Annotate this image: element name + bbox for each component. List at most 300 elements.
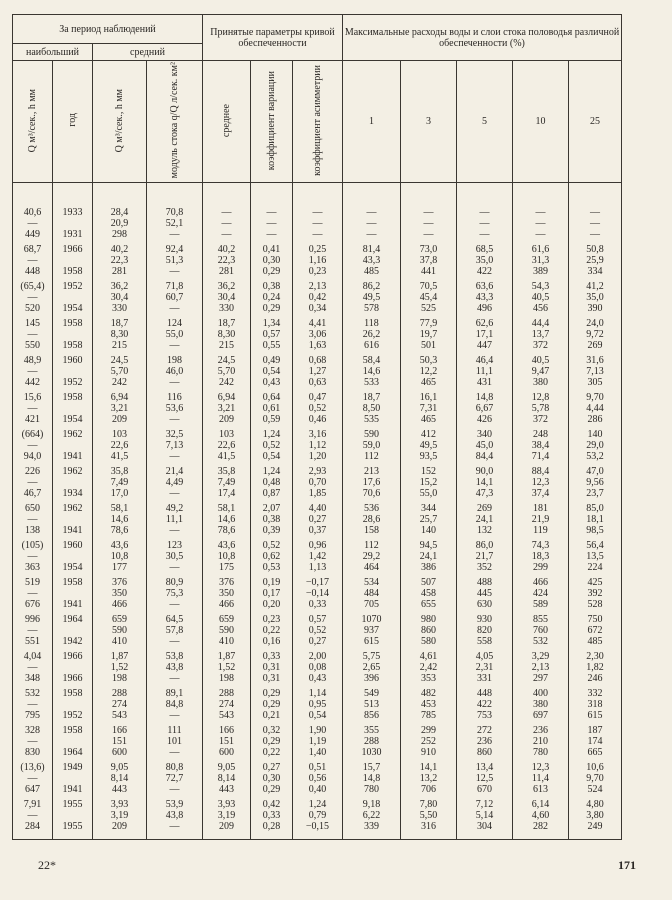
header-q-h-max: Q м³/сек., h мм <box>13 61 53 183</box>
table-cell-p1 <box>343 392 401 429</box>
cell-value: 445 <box>477 588 492 600</box>
table-cell-mod <box>147 688 203 725</box>
table-cell-mod <box>147 762 203 799</box>
header-average: среднее <box>203 61 251 183</box>
header-p3: 3 <box>401 61 457 183</box>
table-cell-year <box>53 392 93 429</box>
cell-value: 50,3 <box>419 355 438 367</box>
table-cell-p5 <box>457 725 513 762</box>
cell-value: 124 <box>167 318 182 330</box>
cell-value: 330 <box>112 303 127 315</box>
table-cell-p5 <box>457 466 513 503</box>
cell-value: 760 <box>533 625 548 637</box>
cell-value: 73,0 <box>419 244 438 256</box>
cell-value: 119 <box>533 525 548 537</box>
cell-value: 4,40 <box>308 503 327 515</box>
table-cell-p10 <box>513 651 569 688</box>
cell-value: 0,38 <box>262 281 281 293</box>
cell-value: 28,6 <box>362 514 381 526</box>
cell-value: 0,64 <box>262 392 281 404</box>
cell-value: 46,7 <box>23 488 42 500</box>
table-cell-cs <box>293 503 343 540</box>
cell-value: — <box>169 784 180 796</box>
cell-value: — <box>27 736 38 748</box>
table-cell-year <box>53 183 93 245</box>
cell-value: 1,42 <box>308 551 327 563</box>
cell-value: 1941 <box>62 525 83 537</box>
cell-value: 0,31 <box>262 673 281 685</box>
cell-value: 0,47 <box>308 392 327 404</box>
cell-value: 1954 <box>62 414 83 426</box>
cell-value: 43,6 <box>110 540 129 552</box>
cell-value: 485 <box>364 266 379 278</box>
cell-value: 389 <box>533 266 548 278</box>
cell-value: 213 <box>364 466 379 478</box>
cell-value <box>53 403 92 414</box>
cell-value: 46,0 <box>165 366 184 378</box>
cell-value: 1958 <box>62 318 83 330</box>
table-cell-qavg <box>93 355 147 392</box>
cell-value: 3,80 <box>586 810 604 822</box>
cell-value: 1,52 <box>217 662 236 674</box>
cell-value: — <box>366 218 377 230</box>
cell-value: 40,5 <box>531 355 550 367</box>
cell-value: 13,7 <box>531 329 550 341</box>
cell-value: 24,1 <box>475 514 494 526</box>
cell-value: 785 <box>421 710 436 722</box>
cell-value: — <box>266 207 277 219</box>
cell-value: 3,29 <box>531 651 550 663</box>
table-cell-cs <box>293 392 343 429</box>
cell-value: 1931 <box>62 229 83 241</box>
cell-value: 1954 <box>62 303 83 315</box>
cell-value: 288 <box>112 688 127 700</box>
cell-value: 1964 <box>62 747 83 759</box>
cell-value: 4,61 <box>419 651 438 663</box>
table-cell-p25 <box>569 429 622 466</box>
cell-value: 272 <box>477 725 492 737</box>
table-cell-p5 <box>457 762 513 799</box>
cell-value: 111 <box>167 725 182 737</box>
cell-value: 1952 <box>62 377 83 389</box>
table-cell-p10 <box>513 183 569 245</box>
cell-value: 14,6 <box>362 366 381 378</box>
cell-value: 86,2 <box>362 281 381 293</box>
table-cell-mean <box>203 244 251 281</box>
cell-value: 464 <box>364 562 379 574</box>
table-cell-p1 <box>343 318 401 355</box>
cell-value: 0,55 <box>262 340 281 352</box>
cell-value: 410 <box>219 636 234 648</box>
cell-value: 0,30 <box>262 255 281 267</box>
cell-value: 6,94 <box>217 392 236 404</box>
table-cell-p5 <box>457 577 513 614</box>
cell-value: 72,7 <box>165 773 184 785</box>
cell-value: — <box>169 562 180 574</box>
cell-value: 11,1 <box>165 514 184 526</box>
cell-value: 665 <box>587 747 603 759</box>
cell-value: 38,4 <box>531 440 550 452</box>
cell-value: — <box>169 303 180 315</box>
cell-value: 174 <box>587 736 603 748</box>
cell-value: 282 <box>533 821 548 833</box>
cell-value: 30,4 <box>217 292 236 304</box>
table-cell-p10 <box>513 429 569 466</box>
table-cell-p3 <box>401 503 457 540</box>
cell-value: 353 <box>421 673 436 685</box>
cell-value: 0,23 <box>262 614 281 626</box>
cell-value: 334 <box>587 266 603 278</box>
cell-value: 1,85 <box>308 488 327 500</box>
table-cell-p3 <box>401 466 457 503</box>
cell-value: 215 <box>112 340 127 352</box>
cell-value: 145 <box>25 318 40 330</box>
cell-value: 697 <box>533 710 548 722</box>
cell-value: 937 <box>364 625 379 637</box>
cell-value: 166 <box>112 725 127 737</box>
table-cell-mean <box>203 799 251 840</box>
cell-value: — <box>479 229 490 241</box>
cell-value: 7,13 <box>165 440 184 452</box>
cell-value: 24,0 <box>586 318 604 330</box>
cell-value: 288 <box>219 688 234 700</box>
table-cell-cv <box>251 540 293 577</box>
cell-value: 18,7 <box>362 392 381 404</box>
cell-value: 3,21 <box>110 403 129 415</box>
cell-value: 103 <box>219 429 234 441</box>
cell-value: 47,3 <box>475 488 494 500</box>
cell-value: 43,6 <box>217 540 236 552</box>
cell-value: 49,5 <box>419 440 438 452</box>
cell-value: — <box>169 266 180 278</box>
cell-value: 466 <box>219 599 234 611</box>
cell-value: 2,31 <box>475 662 494 674</box>
cell-value: 1958 <box>62 340 83 352</box>
cell-value: 7,31 <box>419 403 438 415</box>
cell-value: 3,06 <box>308 329 327 341</box>
cell-value: 0,23 <box>308 266 327 278</box>
cell-value: 4,60 <box>531 810 550 822</box>
cell-value: 5,78 <box>531 403 550 415</box>
cell-value: 590 <box>219 625 234 637</box>
table-cell-qmax <box>13 688 53 725</box>
table-cell-mean <box>203 688 251 725</box>
cell-value: — <box>423 229 434 241</box>
cell-value: — <box>27 366 38 378</box>
cell-value: 532 <box>533 636 548 648</box>
cell-value: 62,6 <box>475 318 494 330</box>
cell-value: 63,6 <box>475 281 494 293</box>
cell-value: 54,3 <box>531 281 550 293</box>
table-cell-cs <box>293 688 343 725</box>
cell-value: 7,12 <box>475 799 494 811</box>
cell-value: 84,8 <box>165 699 184 711</box>
cell-value: 0,22 <box>262 747 281 759</box>
cell-value: 1,34 <box>262 318 281 330</box>
cell-value: 1,24 <box>262 466 281 478</box>
table-cell-year <box>53 281 93 318</box>
table-cell-p25 <box>569 318 622 355</box>
cell-value: 198 <box>219 673 234 685</box>
cell-value: 426 <box>477 414 492 426</box>
cell-value: 40,5 <box>531 292 550 304</box>
cell-value: 58,1 <box>217 503 236 515</box>
cell-value: 5,50 <box>419 810 438 822</box>
cell-value: 22,6 <box>110 440 129 452</box>
cell-value: 0,33 <box>308 599 327 611</box>
cell-value: 615 <box>587 710 603 722</box>
table-cell-qmax <box>13 183 53 245</box>
cell-value: 0,61 <box>262 403 281 415</box>
table-cell-year <box>53 355 93 392</box>
cell-value <box>53 218 92 229</box>
cell-value: — <box>479 218 490 230</box>
table-cell-p10 <box>513 688 569 725</box>
cell-value: 750 <box>587 614 603 626</box>
table-cell-mod <box>147 429 203 466</box>
table-cell-p1 <box>343 503 401 540</box>
cell-value: 269 <box>477 503 492 515</box>
cell-value: 152 <box>421 466 436 478</box>
cell-value: — <box>27 329 38 341</box>
table-cell-mean <box>203 577 251 614</box>
table-cell-qmax <box>13 281 53 318</box>
table-cell-p1 <box>343 688 401 725</box>
cell-value: 482 <box>421 688 436 700</box>
cell-value: 558 <box>477 636 492 648</box>
header-observations: За период наблюдений <box>13 15 203 44</box>
cell-value: 830 <box>25 747 40 759</box>
header-p25: 25 <box>569 61 622 183</box>
cell-value: 488 <box>477 577 492 589</box>
cell-value: 35,0 <box>475 255 494 267</box>
table-cell-cs <box>293 725 343 762</box>
cell-value: 980 <box>421 614 436 626</box>
cell-value: 8,50 <box>362 403 381 415</box>
cell-value: 331 <box>477 673 492 685</box>
table-cell-p3 <box>401 799 457 840</box>
cell-value: 70,8 <box>165 207 184 219</box>
cell-value <box>53 255 92 266</box>
table-cell-p10 <box>513 244 569 281</box>
cell-value: 1958 <box>62 392 83 404</box>
cell-value: 659 <box>219 614 234 626</box>
table-cell-cs <box>293 762 343 799</box>
cell-value: 103 <box>112 429 127 441</box>
header-max: наибольший <box>13 44 93 61</box>
cell-value: 175 <box>219 562 234 574</box>
cell-value: — <box>169 525 180 537</box>
cell-value: 348 <box>25 673 40 685</box>
cell-value: 448 <box>25 266 40 278</box>
table-cell-mod <box>147 540 203 577</box>
table-cell-qavg <box>93 799 147 840</box>
cell-value: 513 <box>364 699 379 711</box>
cell-value: 112 <box>364 540 379 552</box>
table-cell-p3 <box>401 540 457 577</box>
cell-value: 7,13 <box>586 366 604 378</box>
table-cell-year <box>53 614 93 651</box>
cell-value: — <box>423 207 434 219</box>
cell-value: 400 <box>533 688 548 700</box>
cell-value: 0,54 <box>262 451 281 463</box>
table-cell-mean <box>203 503 251 540</box>
cell-value: 68,5 <box>475 244 494 256</box>
cell-value: 78,6 <box>110 525 129 537</box>
table-cell-year <box>53 725 93 762</box>
cell-value: 350 <box>112 588 127 600</box>
page-number: 171 <box>618 858 636 872</box>
cell-value: 41,2 <box>586 281 604 293</box>
table-cell-cs <box>293 577 343 614</box>
cell-value: 70,6 <box>362 488 381 500</box>
cell-value: 209 <box>112 821 127 833</box>
cell-value: 549 <box>364 688 379 700</box>
table-cell-p5 <box>457 429 513 466</box>
table-cell-year <box>53 503 93 540</box>
table-cell-qavg <box>93 651 147 688</box>
cell-value: 1966 <box>62 651 83 663</box>
data-table <box>12 14 622 840</box>
table-cell-mod <box>147 392 203 429</box>
cell-value: 0,39 <box>262 525 281 537</box>
table-cell-year <box>53 540 93 577</box>
cell-value <box>53 810 92 821</box>
cell-value: 449 <box>25 229 40 241</box>
cell-value: 3,93 <box>110 799 129 811</box>
cell-value: 132 <box>477 525 492 537</box>
cell-value: 15,2 <box>419 477 438 489</box>
cell-value: 0,79 <box>308 810 327 822</box>
cell-value: 705 <box>364 599 379 611</box>
cell-value: 44,4 <box>531 318 550 330</box>
cell-value: 339 <box>364 821 379 833</box>
table-row <box>13 281 622 318</box>
cell-value: 0,27 <box>308 636 327 648</box>
cell-value: 281 <box>219 266 234 278</box>
cell-value: 252 <box>421 736 436 748</box>
cell-value: — <box>169 599 180 611</box>
table-cell-mean <box>203 466 251 503</box>
cell-value <box>53 662 92 673</box>
cell-value: −0,15 <box>305 821 330 833</box>
cell-value: 9,72 <box>586 329 604 341</box>
cell-value: 80,9 <box>165 577 184 589</box>
cell-value: 86,0 <box>475 540 494 552</box>
cell-value: 52,1 <box>165 218 184 230</box>
table-cell-qmax <box>13 540 53 577</box>
cell-value: 600 <box>219 747 234 759</box>
cell-value: 0,29 <box>262 688 281 700</box>
table-cell-mod <box>147 355 203 392</box>
cell-value: 53,6 <box>165 403 184 415</box>
table-row <box>13 799 622 840</box>
cell-value: 352 <box>477 562 492 574</box>
cell-value: 94,5 <box>419 540 438 552</box>
table-cell-p25 <box>569 577 622 614</box>
cell-value: 4,49 <box>165 477 184 489</box>
table-cell-year <box>53 651 93 688</box>
cell-value: 18,3 <box>531 551 550 563</box>
cell-value: 1,24 <box>308 799 327 811</box>
cell-value: 37,4 <box>531 488 550 500</box>
cell-value: 19,7 <box>419 329 438 341</box>
table-cell-p25 <box>569 540 622 577</box>
cell-value: 15,6 <box>23 392 42 404</box>
table-cell-cv <box>251 651 293 688</box>
cell-value: 89,1 <box>165 688 184 700</box>
cell-value: 0,40 <box>308 784 327 796</box>
cell-value: 209 <box>219 821 234 833</box>
cell-value: 344 <box>421 503 436 515</box>
header-q-h-avg: Q м³/сек., h мм <box>93 61 147 183</box>
cell-value <box>53 773 92 784</box>
table-cell-qmax <box>13 392 53 429</box>
cell-value: 30,5 <box>165 551 184 563</box>
cell-value: 1,40 <box>308 747 327 759</box>
cell-value: 551 <box>25 636 40 648</box>
table-cell-qavg <box>93 762 147 799</box>
table-cell-cv <box>251 466 293 503</box>
cell-value: 0,08 <box>308 662 327 674</box>
cell-value: 25,7 <box>419 514 438 526</box>
cell-value: 856 <box>364 710 379 722</box>
cell-value: 3,21 <box>217 403 236 415</box>
cell-value: 1,90 <box>308 725 327 737</box>
cell-value <box>53 625 92 636</box>
cell-value: 286 <box>587 414 603 426</box>
cell-value: 3,19 <box>110 810 129 822</box>
cell-value: 7,80 <box>419 799 438 811</box>
cell-value: 2,13 <box>308 281 327 293</box>
cell-value: 9,56 <box>586 477 604 489</box>
cell-value: 12,3 <box>531 477 550 489</box>
table-cell-qavg <box>93 725 147 762</box>
cell-value: 116 <box>167 392 182 404</box>
table-header <box>13 15 622 183</box>
table-cell-cv <box>251 355 293 392</box>
table-cell-p10 <box>513 503 569 540</box>
table-cell-qmax <box>13 799 53 840</box>
table-row <box>13 429 622 466</box>
table-cell-p3 <box>401 762 457 799</box>
cell-value: 2,65 <box>362 662 381 674</box>
table-cell-p5 <box>457 540 513 577</box>
cell-value: 590 <box>112 625 127 637</box>
cell-value: — <box>169 488 180 500</box>
cell-value: — <box>27 662 38 674</box>
cell-value: 6,67 <box>475 403 494 415</box>
cell-value: 0,52 <box>262 440 281 452</box>
cell-value: — <box>221 218 232 230</box>
cell-value: 49,5 <box>362 292 381 304</box>
table-cell-p25 <box>569 355 622 392</box>
table-cell-p3 <box>401 392 457 429</box>
table-cell-cs <box>293 318 343 355</box>
cell-value: 31,3 <box>531 255 550 267</box>
cell-value: — <box>366 229 377 241</box>
cell-value: 332 <box>587 688 603 700</box>
cell-value: 236 <box>477 736 492 748</box>
cell-value: 140 <box>421 525 436 537</box>
cell-value: — <box>169 229 180 241</box>
cell-value: 85,0 <box>586 503 604 515</box>
cell-value: 0,63 <box>308 377 327 389</box>
cell-value: 61,6 <box>531 244 550 256</box>
cell-value: 0,29 <box>262 784 281 796</box>
cell-value: 780 <box>364 784 379 796</box>
cell-value: 753 <box>477 710 492 722</box>
